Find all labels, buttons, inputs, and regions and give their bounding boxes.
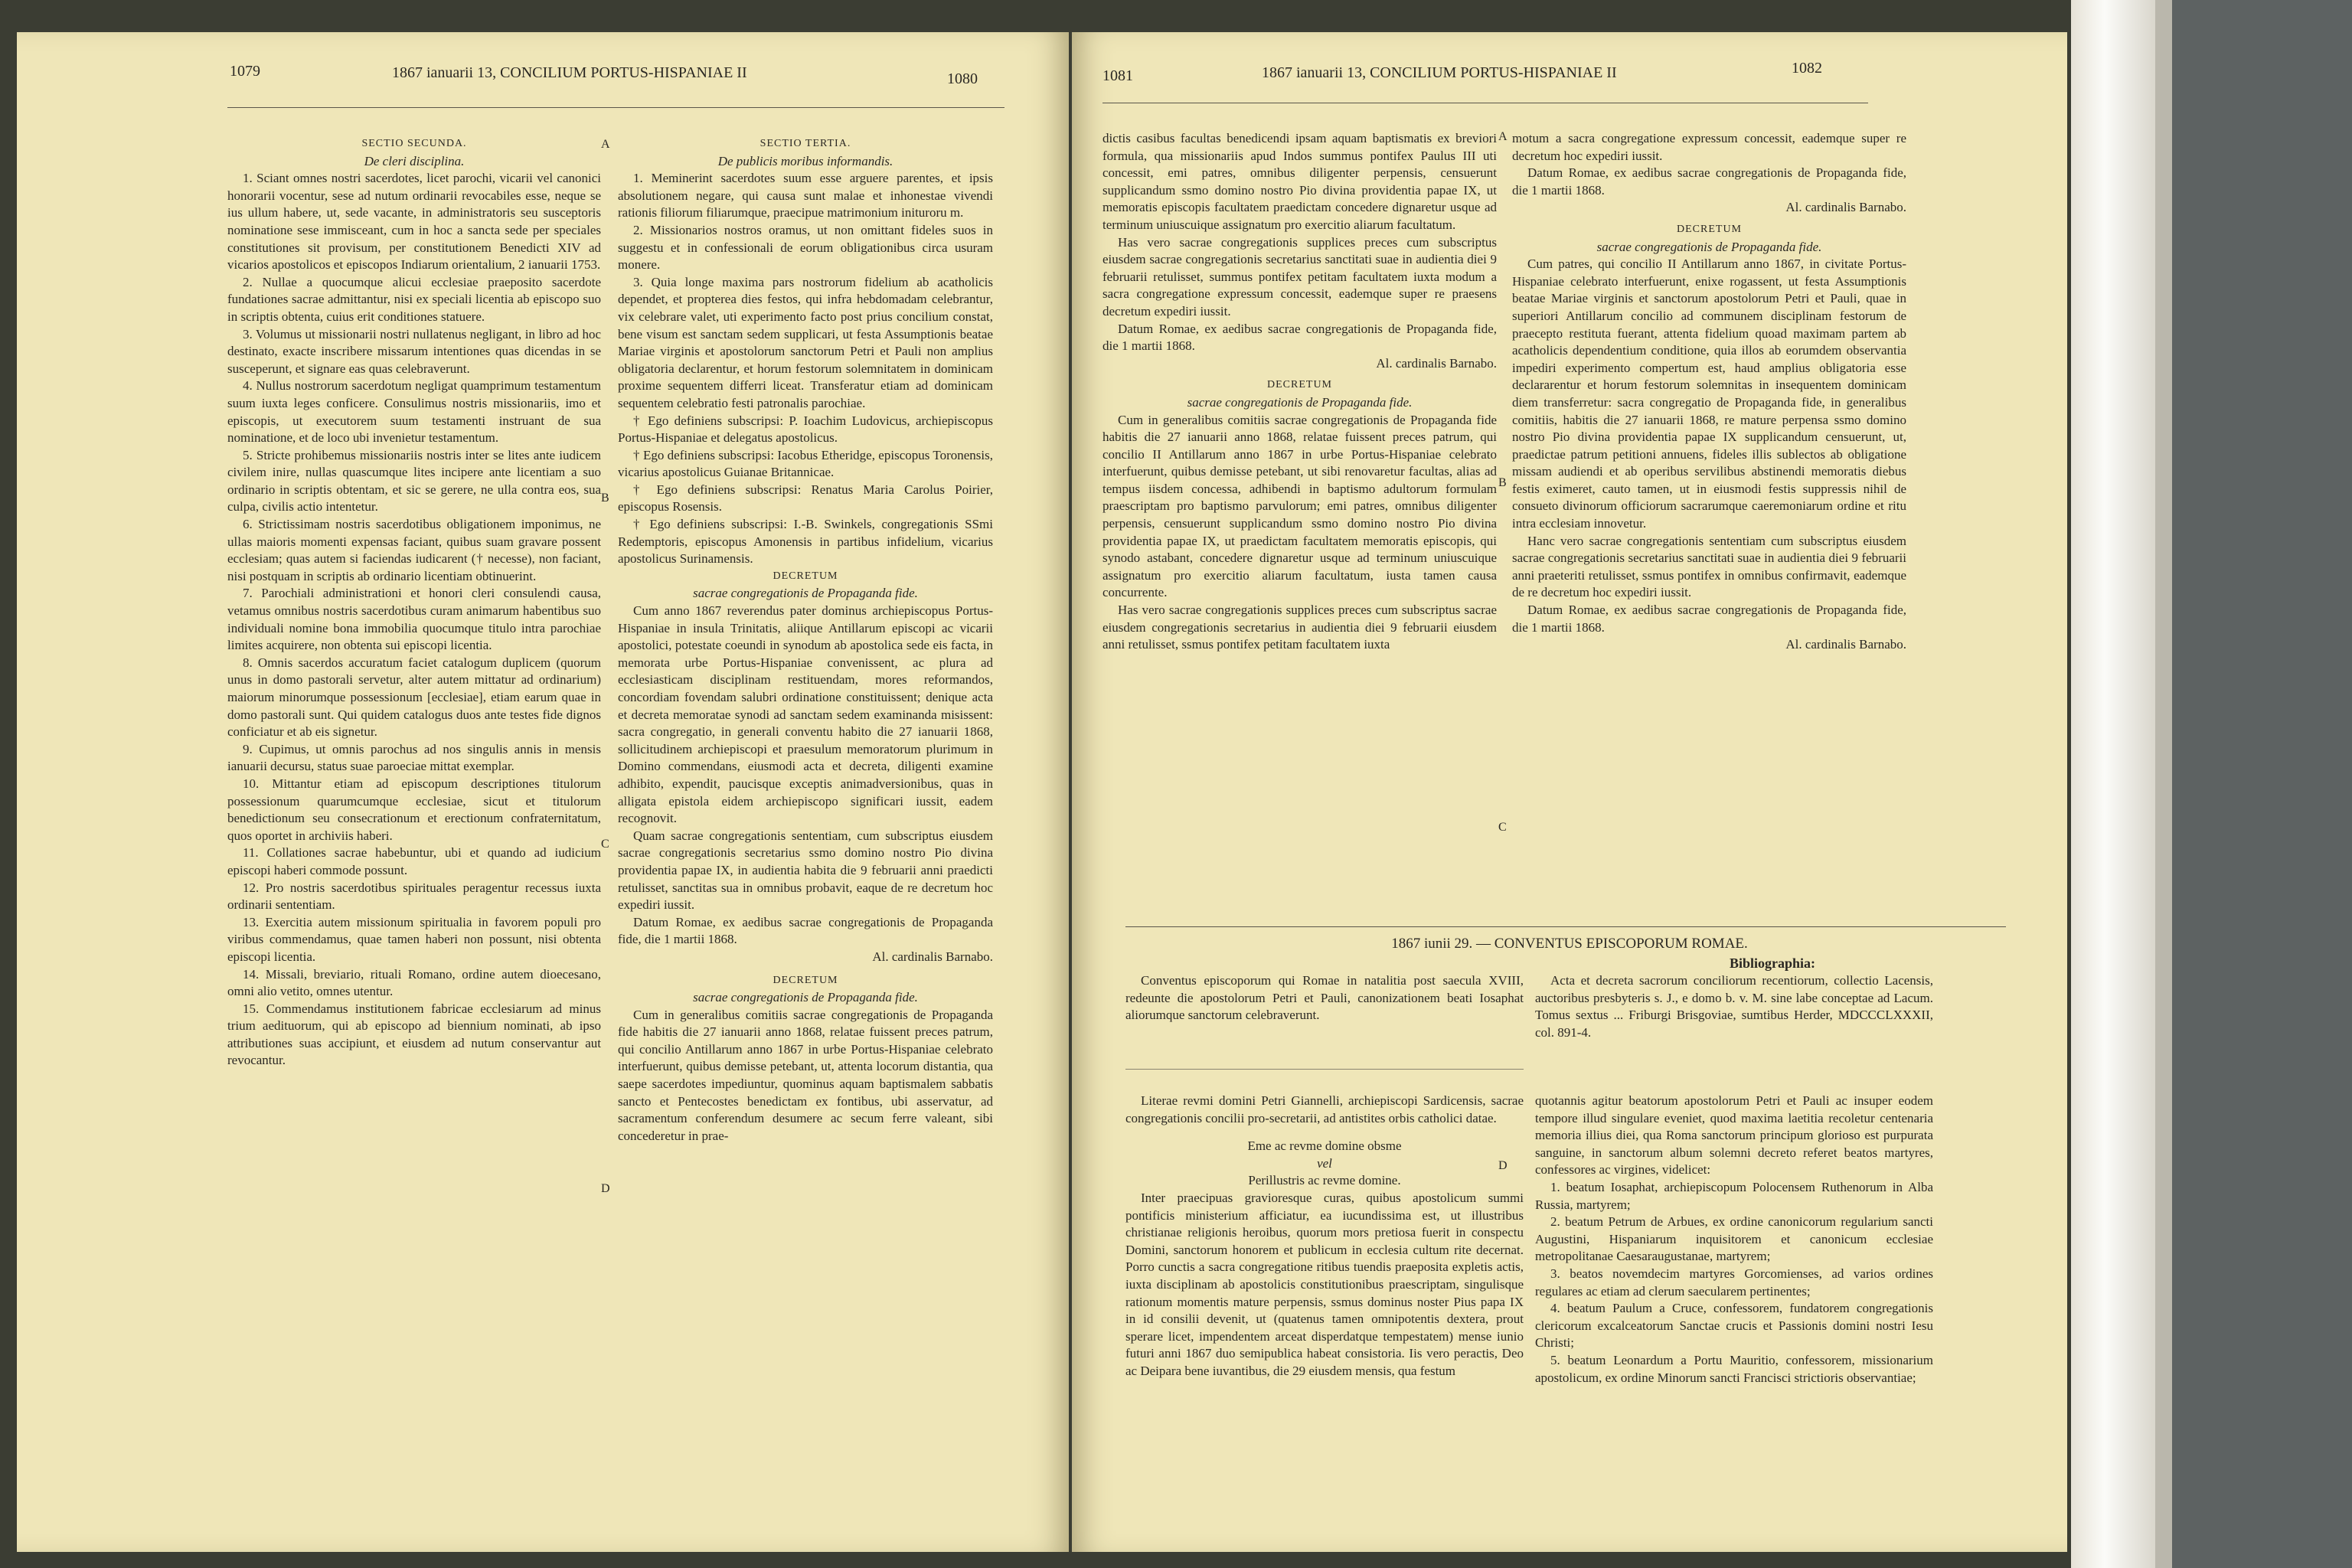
margin-letter-b: B	[1498, 476, 1507, 489]
decretum-subtitle: sacrae congregationis de Propaganda fide.	[693, 586, 918, 601]
margin-letter-d: D	[601, 1182, 610, 1195]
section-subtitle: De publicis moribus informandis.	[717, 153, 893, 168]
letter-column-a	[1125, 1093, 1524, 1380]
paragraph: Acta et decreta sacrorum conciliorum recentiorum, collectio Lacensis, auctoribus presbyteris s. J., e domo b. v. M. sine labe conceptae ad Lacum. Tomus sextus ... Friburgi Brisgoviae, sumtibus Herder, MDCCCLXXXII, col. 891-4.	[1535, 973, 1933, 1040]
margin-letter-c: C	[601, 838, 609, 851]
paragraph: 14. Missali, breviario, rituali Romano, ordine autem dioecesano, omni alio vetito, omnes utentur.	[227, 966, 601, 999]
signature-line: † Ego definiens subscripsi: P. Ioachim Ludovicus, archiepiscopus Portus-Hispaniae et delegatus apostolicus.	[618, 413, 993, 446]
section-subtitle: De cleri disciplina.	[364, 153, 465, 168]
conventus-title: 1867 iunii 29. — CONVENTUS EPISCOPORUM ROMAE.	[1391, 936, 1748, 952]
paragraph: Inter praecipuas gravioresque curas, quibus apostolicum summi pontificis ministerium afficiatur, ea iucundissima est, ut illustribus christianae religionis heroibus, quorum mors pretiosa fuerit in conspectu Domini, sanctorum honorem et publicum in ecclesia cultum rite decernat. Porro cunctis a sacra congregatione ritibus tuendis praeposita expletis actis, iuxta disciplinam ab apostolicis constitutionibus praescriptam, singulisque rationum momentis mature perpensis, ssmus dominus noster Pius papa IX in id consilii devenit, ut (quatenus tamen omnipotentis dextera, prout sperare licet, impendentem arceat disperdatque tempestatem) mense iunio futuri anni 1867 duo semipublica habeat consistoria. Iis vero peractis, Deo ac Deipara bene iuvantibus, die 29 eiusdem mensis, qua festum	[1125, 1190, 1524, 1378]
right-page	[1072, 32, 2067, 1552]
margin-letter-b: B	[601, 492, 609, 505]
paragraph: 3. Quia longe maxima pars nostrorum fidelium ab acatholicis dependet, et propterea dies festos, qui infra hebdomadam celebrantur, vix celebrare valet, uti experimento facto post prius concilium constat, bene visum est sanctam sedem supplicari, ut festa Assumptionis beatae Mariae virginis et apostolorum sanctorum Petri et Pauli non amplius obligatoria declarentur, et horum festorum solemnitatem in dominicam proxime sequentem differri liceat. Transferatur etiam ad dominicam sequentem celebratio festi patronalis parochiae.	[618, 274, 993, 410]
salutation: Perillustris ac revme domine.	[1248, 1173, 1401, 1188]
paragraph: Cum in generalibus comitiis sacrae congregationis de Propaganda fide habitis die 27 ianuarii anno 1868, relatae fuissent preces patrum, qui concilio II Antillarum anno 1867 in urbe Portus-Hispaniae celebrato interfuerunt, quibus demisse petebant, ut sibi renovaretur facultas, alias ad tempus iisdem concessa, adhibendi in baptismo adultorum formulam praescriptam pro baptismo parvulorum; emi patres, omnibus diligenter perpensis, censuerunt supplicandum ssmo domino nostro Pio divina providentia papae IX, ut praedictam facultatem memoratis episcopis, qui synodo astabant, concedere dignaretur usque ad terminum uniuscuique assignatum pro exercitio aliarum facultatum, iusta tamen causa concurrente.	[1102, 412, 1497, 600]
signature-line: † Ego definiens subscripsi: Renatus Maria Carolus Poirier, episcopus Rosensis.	[618, 482, 993, 514]
bibliographia-heading: Bibliographia:	[1729, 956, 1816, 971]
paragraph: 3. Volumus ut missionarii nostri nullatenus negligant, in libro ad hoc destinato, exacte inscribere missarum intentiones quas dicendas in se susceperunt, et signare eas quas celebraverunt.	[227, 326, 601, 376]
paragraph: 7. Parochiali administrationi et honori cleri consulendi causa, vetamus omnibus nostris sacerdotibus curam animarum habentibus suo individuali nomine bona immobilia quocumque titulo intra parochiae limites acquirere, non obtenta sui episcopi licentia.	[227, 586, 601, 653]
signature-line: † Ego definiens subscripsi: I.-B. Swinkels, congregationis SSmi Redemptoris, episcopus Amonensis in partibus infidelium, vicarius apostolicus Surinamensis.	[618, 517, 993, 567]
saint-item: 1. beatum Iosaphat, archiepiscopum Polocensem Ruthenorum in Alba Russia, martyrem;	[1535, 1179, 1933, 1212]
decretum-title: DECRETUM	[1677, 223, 1742, 235]
paragraph: 13. Exercitia autem missionum spiritualia in favorem populi pro viribus commendamus, quae tamen haberi non possunt, nisi obtenta episcopi licentia.	[227, 914, 601, 964]
right-column-a	[1102, 130, 1497, 654]
signature-line: † Ego definiens subscripsi: Iacobus Etheridge, episcopus Toronensis, vicarius apostolicus Guianae Britannicae.	[618, 447, 993, 480]
left-page	[17, 32, 1069, 1552]
section-title: SECTIO TERTIA.	[760, 138, 851, 149]
decretum-subtitle: sacrae congregationis de Propaganda fide.	[693, 990, 918, 1005]
desk-surface	[2172, 0, 2352, 1568]
letter-column-b	[1535, 1093, 1933, 1387]
margin-letter-d: D	[1498, 1159, 1508, 1172]
bibliographia-block	[1535, 972, 1933, 1041]
paragraph: 2. Missionarios nostros oramus, ut non omittant fideles suos in suggestu et in confessionali de eorum obligationibus circa usuram monere.	[618, 222, 993, 273]
saint-item: 2. beatum Petrum de Arbues, ex ordine canonicorum regularium sancti Augustini, Hispaniarum inquisitorem et canonicum ecclesiae metropolitanae Caesaraugustanae, martyrem;	[1535, 1214, 1933, 1264]
paragraph: Literae revmi domini Petri Giannelli, archiepiscopi Sardicensis, sacrae congregationis concilii pro-secretarii, ad antistites orbis catholici datae.	[1125, 1093, 1524, 1125]
paragraph: Datum Romae, ex aedibus sacrae congregationis de Propaganda fide, die 1 martii 1868.	[1512, 165, 1906, 198]
paragraph: Datum Romae, ex aedibus sacrae congregationis de Propaganda fide, die 1 martii 1868.	[1512, 603, 1906, 635]
paragraph: 1. Sciant omnes nostri sacerdotes, licet parochi, vicarii vel canonici honorarii vocentur, sese ad nutum ordinarii revocabiles esse, neque se ius ullum habere, ut, sede vacante, in administratoris seu susceptoris nominatione sese immisceant, cum in hoc a sancta sede per speciales constitutiones sit provisum, per constitutionem Benedicti XIV ad vicarios apostolicos et episcopos Indiarum orientalium, 2 ianuarii 1753.	[227, 171, 601, 273]
paragraph: Cum anno 1867 reverendus pater dominus archiepiscopus Portus-Hispaniae in insula Trinitatis, aliique Antillarum episcopi ac vicarii apostolici, potestate coeundi in synodum ab apostolica sede eis facta, in memorata urbe Portus-Hispaniae convenissent, ac plura ad ecclesiasticam disciplinam restituendam, mores reformandos, concordiam fovendam salubri ordinatione constituissent; denique acta et decreta memoratae synodi ad sanctam sedem examinanda misissent: sacra congregatio, in generali conventu habito die 27 ianuarii 1868, sollicitudinem archiepiscopi et praesulum memoratorum plurimum in Domino commendans, eiusmodi acta et decreta, diligenti examine adhibito, expendit, paucisque exceptis animadversionibus, quas in alligata epistola eidem archiepiscopo significari iussit, eadem recognovit.	[618, 603, 993, 826]
paragraph: 11. Collationes sacrae habebuntur, ubi et quando ad iudicium episcopi haberi commode possunt.	[227, 845, 601, 877]
paragraph: Conventus episcoporum qui Romae in natalitia post saecula XVIII, redeunte die apostolorum Petri et Pauli, canonizationem beati Iosaphat aliorumque sanctorum celebraverunt.	[1125, 973, 1524, 1023]
decretum-title: DECRETUM	[773, 974, 838, 986]
decretum-title: DECRETUM	[1267, 379, 1332, 391]
margin-letter-c: C	[1498, 821, 1507, 834]
page-number-1082: 1082	[1792, 60, 1822, 77]
left-column-a	[227, 136, 601, 1070]
page-number-1081: 1081	[1102, 67, 1133, 84]
decretum-title: DECRETUM	[773, 570, 838, 582]
paragraph: Cum patres, qui concilio II Antillarum anno 1867, in civitate Portus-Hispaniae celebrato interfuerunt, enixe rogassent, ut festa Assumptionis beatae Mariae virginis et sanctorum apostolorum Petri et Pauli, quae in superiori Antillarum concilio ad communem disciplinam festorum de praecepto restituta fuerant, attenta fidelium quoad maximam partem ab acatholicis dependentium conditione, quia illos ab eorumdem observantia impediri experimento compertum est, haud amplius obligatoria esse declararentur et horum festorum solemnitas in insequentem dominicam diem transferretur: sacra congregatio de Propaganda fide, in generalibus comitiis, habitis die 27 ianuarii 1868, re mature perpensa ssmo domino nostro Pio divina providentia papae IX supplicandum censuerunt, ut, praedictae patrum petitioni annuens, fideles illis sublectos ab obligatione missam audiendi et ab operibus servilibus abstinendi memoratis diebus festis eximeret, cauto tamen, ut in eiusmodi festis suppressis nihil de consueto divinorum officiorum sacrarumque caeremoniarum ordine et ritu intra ecclesiam innovetur.	[1512, 256, 1906, 531]
conventus-intro	[1125, 972, 1524, 1024]
paper-edge	[2071, 0, 2155, 1568]
salutation: Eme ac revme domine obsme	[1247, 1138, 1402, 1154]
cardinal-signature: Al. cardinalis Barnabo.	[1785, 200, 1906, 215]
paragraph: Quam sacrae congregationis sententiam, cum subscriptus eiusdem sacrae congregationis secretarius ssmo domino nostro Pio divina providentia papae IX, in audientia habita die 9 februarii anni praedicti retulisset, sanctitas sua in omnibus probavit, eaque de re decretum hoc expediri iussit.	[618, 828, 993, 913]
paragraph: Cum in generalibus comitiis sacrae congregationis de Propaganda fide habitis die 27 ianuarii anno 1868, relatae fuissent preces patrum, qui concilio Antillarum anno 1867 in urbe Portus-Hispaniae celebrato interfuerunt, quibus demisse petebant, ut, attenta locorum distantia, qua saepe sacerdotes impediuntur, quominus aquam baptismalem sabbatis sancto et Pentecostes benedictam ex fontibus, ubi asservatur, ad sacramentum conferendum desumere ac secum ferre valeant, sibi concederetur in prae-	[618, 1007, 993, 1143]
page-number-1079: 1079	[230, 63, 260, 80]
right-column-b	[1512, 130, 1906, 654]
saint-item: 5. beatum Leonardum a Portu Mauritio, confessorem, missionarium apostolicum, ex ordine Minorum sancti Francisci strictioris observantiae;	[1535, 1352, 1933, 1385]
margin-letter-a: A	[601, 138, 610, 151]
saint-item: 3. beatos novemdecim martyres Gorcomienses, ad varios ordines regulares ac etiam ad clerum saecularem pertinentes;	[1535, 1266, 1933, 1298]
decretum-subtitle: sacrae congregationis de Propaganda fide.	[1596, 239, 1822, 254]
section-separator-rule	[1125, 926, 2006, 927]
paragraph: Datum Romae, ex aedibus sacrae congregationis de Propaganda fide, die 1 martii 1868.	[618, 914, 993, 947]
margin-letter-a: A	[1498, 130, 1508, 143]
paragraph: 4. Nullus nostrorum sacerdotum negligat quamprimum testamentum suum iuxta leges conficere. Consulimus nostris missionariis, imo et episcopis, ut executorem suum testamenti instruant de sua nominatione, et de loco ubi invenietur testamentum.	[227, 378, 601, 446]
paragraph: 1. Meminerint sacerdotes suum esse arguere parentes, et ipsis absolutionem negare, qui causa sunt malae et inhonestae vivendi rationis filiorum filiarumque, praecipue matrimonium inituroru m.	[618, 171, 993, 220]
paragraph: Has vero sacrae congregationis supplices preces cum subscriptus sacrae eiusdem congregationis secretarius in audientia diei 9 februarii eiusdem anni retulisset, ssmus pontifex petitam facultatem iuxta	[1102, 603, 1497, 652]
cardinal-signature: Al. cardinalis Barnabo.	[1376, 355, 1497, 371]
decretum-subtitle: sacrae congregationis de Propaganda fide.	[1187, 394, 1413, 410]
running-title-left: 1867 ianuarii 13, CONCILIUM PORTUS-HISPANIAE II	[392, 64, 747, 81]
paragraph: 6. Strictissimam nostris sacerdotibus obligationem imponimus, ne ullas maioris momenti expensas faciant, quibus suam gravare possent ecclesiam; quas autem si faciendas iudicarent († necesse), non faciant, nisi postquam in scriptis ab ordinario licentiam obtinuerint.	[227, 517, 601, 583]
paragraph: quotannis agitur beatorum apostolorum Petri et Pauli ac insuper eodem tempore illud singulare eveniet, quod maxima laetitia recoletur centenaria memoria illius diei, qua Roma sanctorum principum glorioso est purpurata sanguine, in sanctorum album solemni decreto referet beatos martyres, confessores ac virgines, videlicet:	[1535, 1093, 1933, 1178]
paragraph: 15. Commendamus institutionem fabricae ecclesiarum ad minus trium aedituorum, qui ab episcopo ad biennium nominati, ab ipso attributiones suas accipiunt, et eiusdem ad nutum conservantur aut revocantur.	[227, 1001, 601, 1068]
paragraph: Hanc vero sacrae congregationis sententiam cum subscriptus eiusdem sacrae congregationis secretarius sanctitati suae in audientia diei 9 februarii anni praeteriti retulisset, ssmus pontifex in omnibus confirmavit, eademque de re decretum hoc expediri iussit.	[1512, 533, 1906, 600]
header-rule	[227, 107, 1004, 108]
page-number-1080: 1080	[947, 70, 978, 87]
paragraph: Has vero sacrae congregationis supplices preces cum subscriptus eiusdem sacrae congregationis secretarius sanctitati suae in audientia diei 9 februarii retulisset, summus pontifex petitam facultatem iuxta modum a sacra congregatione expressum concessit, eademque super re praesens decretum expediri iussit.	[1102, 234, 1497, 318]
saint-item: 4. beatum Paulum a Cruce, confessorem, fundatorem congregationis clericorum excalceatorum Sanctae crucis et Passionis domini nostri Iesu Christi;	[1535, 1301, 1933, 1351]
paragraph: 9. Cupimus, ut omnis parochus ad nos singulis annis in mensis ianuarii decursu, status suae paroeciae mittat exemplar.	[227, 741, 601, 774]
left-column-b	[618, 136, 993, 1145]
paragraph: 8. Omnis sacerdos accuratum faciet catalogum duplicem (quorum unus in domo pastorali servetur, alter autem mittatur ad ordinarium) maiorum minorumque possessionum [ecclesiae], etiam earum quae in domo pastorali sunt. Qui quidem catalogus duos ante testes fide dignos conficiatur et ab eis signetur.	[227, 655, 601, 740]
salutation-vel: vel	[1317, 1155, 1332, 1171]
cardinal-signature: Al. cardinalis Barnabo.	[1785, 637, 1906, 652]
running-title-right: 1867 ianuarii 13, CONCILIUM PORTUS-HISPANIAE II	[1262, 64, 1617, 81]
paragraph: 12. Pro nostris sacerdotibus spirituales peragentur recessus iuxta ordinarii sententiam.	[227, 880, 601, 913]
paper-edge-shadow	[2155, 0, 2172, 1568]
paragraph: motum a sacra congregatione expressum concessit, eademque super re decretum hoc expediri iussit.	[1512, 131, 1906, 163]
section-title: SECTIO SECUNDA.	[361, 138, 467, 149]
paragraph: 2. Nullae a quocumque alicui ecclesiae praeposito sacerdote fundationes sacrae admittantur, nisi ex speciali licentia ab episcopo suo in scriptis obtenta, cuius erit conditiones statuere.	[227, 274, 601, 324]
paragraph: 10. Mittantur etiam ad episcopum descriptiones titulorum possessionum quarumcumque ecclesiae, sicut et titulorum benedictionum seu consecrationum et erectionum confraternitatum, quos oportet in archiviis haberi.	[227, 776, 601, 843]
paragraph: dictis casibus facultas benedicendi ipsam aquam baptismatis ex breviori formula, qua missionariis apud Indos summus pontifex Paulus III uti concessit, emi patres, omnibus diligenter perpensis, censuerunt supplicandum ssmo domino nostro Pio divina providentia papae IX, ut memoratis episcopis facultatem praedictam concedere dignaretur usque ad terminum uniuscuique assignatum pro exercitio aliarum facultatum.	[1102, 131, 1497, 232]
short-rule	[1125, 1069, 1524, 1070]
paragraph: 5. Stricte prohibemus missionariis nostris inter se lites ante iudicem civilem inire, nullas quascumque lites incipere ante licentiam a suo ordinario in scriptis obtentam, et sic se gerere, ne ulla contra eos, sua culpa, civilis actio intentetur.	[227, 447, 601, 514]
paragraph: Datum Romae, ex aedibus sacrae congregationis de Propaganda fide, die 1 martii 1868.	[1102, 321, 1497, 354]
cardinal-signature: Al. cardinalis Barnabo.	[872, 949, 993, 964]
